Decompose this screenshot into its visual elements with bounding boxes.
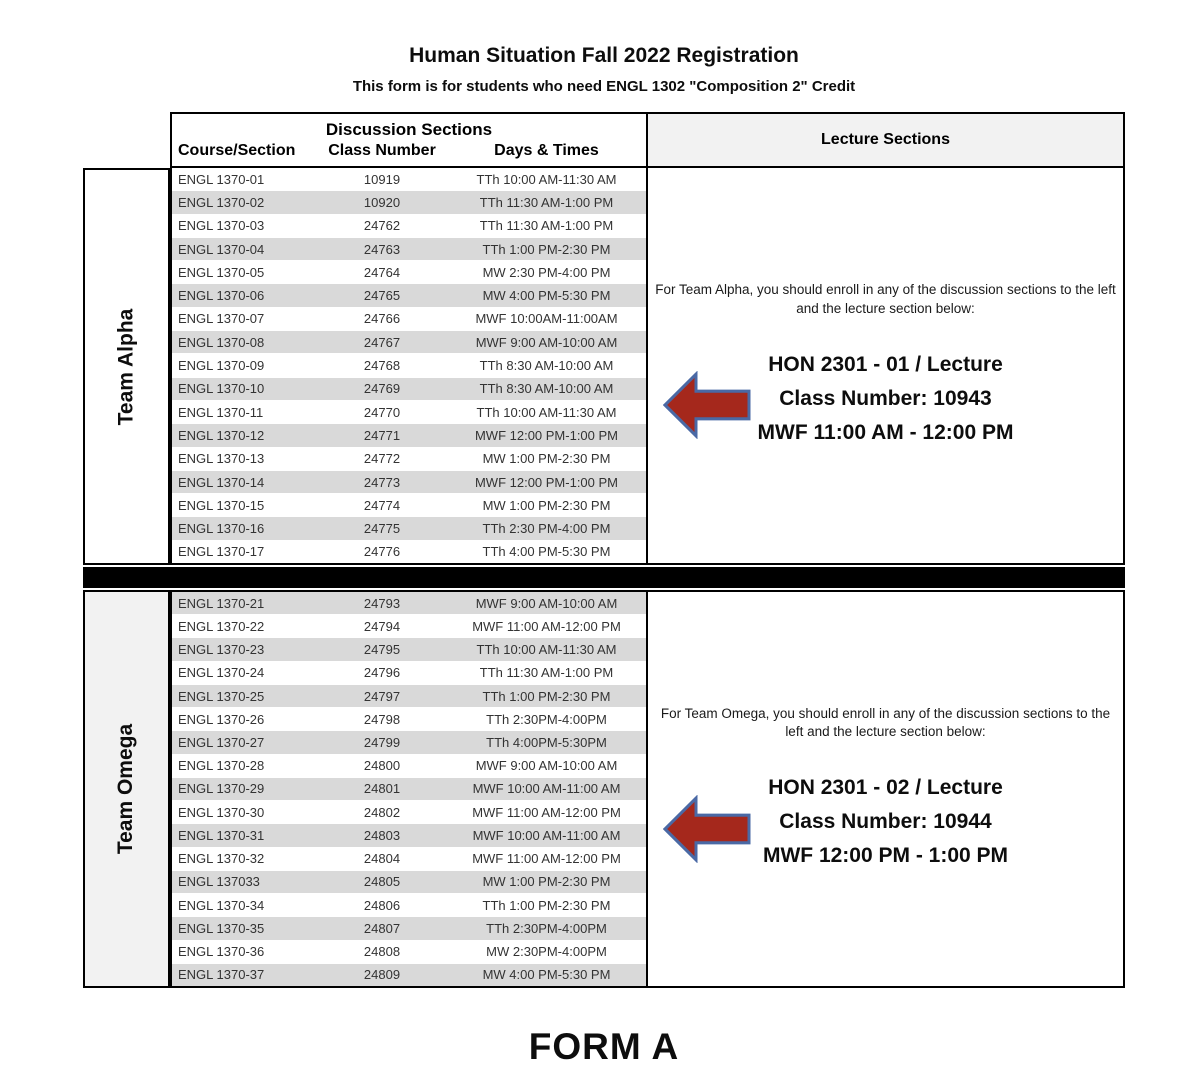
table-row (172, 848, 646, 871)
class-number-cell: 24803 (363, 827, 401, 843)
team-omega-lecture-time: MWF 12:00 PM - 1:00 PM (762, 844, 1009, 868)
days-times-cell: TTh 4:00PM-5:30PM (486, 735, 607, 751)
days-times-cell: TTh 4:00 PM-5:30 PM (482, 544, 611, 560)
table-row (172, 215, 646, 238)
table-header-row (83, 112, 1125, 168)
class-number-cell: 24798 (363, 711, 401, 727)
class-number-cell: 24805 (363, 874, 401, 890)
team-omega-lecture-cell (648, 590, 1125, 988)
table-row (172, 378, 646, 401)
column-header-course-section: Course/Section (178, 141, 296, 159)
class-number-cell: 24770 (363, 404, 401, 420)
class-number-cell: 24802 (363, 804, 401, 820)
class-number-cell: 24767 (363, 334, 401, 350)
course-cell: ENGL 1370-14 (178, 474, 265, 490)
class-number-cell: 24773 (363, 474, 401, 490)
course-cell: ENGL 1370-02 (178, 194, 265, 210)
days-times-cell: MW 1:00 PM-2:30 PM (482, 874, 611, 890)
table-row (172, 824, 646, 847)
left-arrow-icon (663, 371, 751, 439)
course-cell: ENGL 1370-27 (178, 735, 265, 751)
days-times-cell: MW 2:30 PM-4:00 PM (482, 264, 611, 280)
days-times-cell: TTh 10:00 AM-11:30 AM (476, 171, 617, 187)
days-times-cell: TTh 11:30 AM-1:00 PM (479, 194, 614, 210)
class-number-cell: 24772 (363, 451, 401, 467)
class-number-cell: 24795 (363, 642, 401, 658)
course-cell: ENGL 1370-09 (178, 358, 265, 374)
table-row (172, 471, 646, 494)
column-header-class-number: Class Number (328, 141, 436, 159)
days-times-cell: TTh 2:30PM-4:00PM (486, 920, 607, 936)
course-cell: ENGL 1370-30 (178, 804, 265, 820)
class-number-cell: 24766 (363, 311, 401, 327)
course-cell: ENGL 1370-04 (178, 241, 265, 257)
course-cell: ENGL 137033 (178, 874, 260, 890)
team-alpha-block (83, 168, 1125, 565)
class-number-cell: 24775 (363, 521, 401, 537)
days-times-cell: TTh 1:00 PM-2:30 PM (482, 688, 611, 704)
table-row (172, 894, 646, 917)
class-number-cell: 24771 (363, 427, 401, 443)
days-times-cell: MW 4:00 PM-5:30 PM (482, 967, 611, 983)
days-times-cell: MWF 9:00 AM-10:00 AM (475, 758, 618, 774)
class-number-cell: 24796 (363, 665, 401, 681)
course-cell: ENGL 1370-29 (178, 781, 265, 797)
class-number-cell: 24809 (363, 967, 401, 983)
days-times-cell: MWF 10:00 AM-11:00 AM (472, 781, 621, 797)
team-omega-label: Team Omega (114, 723, 138, 855)
table-divider-bar (83, 567, 1125, 588)
team-alpha-lecture-note: For Team Alpha, you should enroll in any of the discussion sections to the left and the lecture section below: (655, 282, 1116, 316)
table-row (172, 964, 646, 986)
class-number-cell: 24769 (363, 381, 401, 397)
table-row (172, 331, 646, 354)
days-times-cell: TTh 11:30 AM-1:00 PM (479, 665, 614, 681)
class-number-cell: 24804 (363, 851, 401, 867)
class-number-cell: 24801 (363, 781, 401, 797)
table-row (172, 424, 646, 447)
registration-table (83, 112, 1125, 988)
class-number-cell: 24762 (363, 218, 401, 234)
days-times-cell: MWF 10:00 AM-11:00 AM (472, 827, 621, 843)
class-number-cell: 24776 (363, 544, 401, 560)
table-row (172, 168, 646, 191)
team-omega-lecture-note: For Team Omega, you should enroll in any of the discussion sections to the left and the lecture section below: (660, 705, 1111, 739)
course-cell: ENGL 1370-10 (178, 381, 265, 397)
table-row (172, 238, 646, 261)
days-times-cell: MWF 9:00 AM-10:00 AM (475, 595, 618, 611)
course-cell: ENGL 1370-06 (178, 288, 265, 304)
team-alpha-discussion-rows (170, 168, 648, 565)
course-cell: ENGL 1370-24 (178, 665, 265, 681)
days-times-cell: MWF 11:00 AM-12:00 PM (472, 804, 621, 820)
table-row (172, 615, 646, 638)
table-row (172, 917, 646, 940)
class-number-cell: 24793 (363, 595, 401, 611)
table-row (172, 354, 646, 377)
class-number-cell: 10919 (363, 171, 401, 187)
table-row (172, 801, 646, 824)
team-omega-lecture-course: HON 2301 - 02 / Lecture (768, 776, 1003, 800)
class-number-cell: 24794 (363, 618, 401, 634)
course-cell: ENGL 1370-17 (178, 544, 265, 560)
discussion-column-headers (172, 140, 646, 163)
left-arrow-icon (663, 795, 751, 863)
course-cell: ENGL 1370-36 (178, 944, 265, 960)
days-times-cell: MWF 12:00 PM-1:00 PM (474, 474, 619, 490)
table-row (172, 308, 646, 331)
class-number-cell: 24806 (363, 897, 401, 913)
days-times-cell: MWF 12:00 PM-1:00 PM (474, 427, 619, 443)
course-cell: ENGL 1370-03 (178, 218, 265, 234)
days-times-cell: MW 1:00 PM-2:30 PM (482, 497, 611, 513)
course-cell: ENGL 1370-08 (178, 334, 265, 350)
course-cell: ENGL 1370-13 (178, 451, 265, 467)
team-omega-lecture-class-number: Class Number: 10944 (779, 810, 992, 834)
days-times-cell: MWF 11:00 AM-12:00 PM (472, 851, 621, 867)
table-row (172, 191, 646, 214)
team-alpha-label-cell (83, 168, 170, 565)
discussion-sections-title: Discussion Sections (325, 119, 493, 139)
course-cell: ENGL 1370-22 (178, 618, 265, 634)
discussion-sections-header (170, 112, 648, 168)
days-times-cell: MW 1:00 PM-2:30 PM (482, 451, 611, 467)
course-cell: ENGL 1370-11 (178, 404, 264, 420)
course-cell: ENGL 1370-01 (178, 171, 265, 187)
days-times-cell: MWF 9:00 AM-10:00 AM (475, 334, 618, 350)
days-times-cell: TTh 2:30PM-4:00PM (486, 711, 607, 727)
course-cell: ENGL 1370-16 (178, 521, 265, 537)
days-times-cell: TTh 11:30 AM-1:00 PM (479, 218, 614, 234)
course-cell: ENGL 1370-28 (178, 758, 265, 774)
team-alpha-lecture-cell (648, 168, 1125, 565)
team-alpha-label: Team Alpha (114, 308, 138, 425)
team-alpha-lecture-class-number: Class Number: 10943 (779, 386, 992, 410)
table-row (172, 778, 646, 801)
table-row (172, 494, 646, 517)
class-number-cell: 24763 (363, 241, 401, 257)
days-times-cell: MWF 10:00AM-11:00AM (475, 311, 618, 327)
form-label: FORM A (528, 1026, 680, 1067)
course-cell: ENGL 1370-15 (178, 497, 265, 513)
days-times-cell: MW 4:00 PM-5:30 PM (482, 288, 611, 304)
table-row (172, 401, 646, 424)
table-row (172, 284, 646, 307)
days-times-cell: TTh 8:30 AM-10:00 AM (479, 381, 614, 397)
class-number-cell: 24764 (363, 264, 401, 280)
class-number-cell: 10920 (363, 194, 401, 210)
team-omega-block (83, 590, 1125, 988)
team-omega-lecture-details (763, 771, 1008, 873)
page-subtitle: This form is for students who need ENGL 1302 "Composition 2" Credit (352, 78, 856, 95)
lecture-sections-header: Lecture Sections (648, 112, 1125, 168)
course-cell: ENGL 1370-25 (178, 688, 265, 704)
table-row (172, 592, 646, 615)
table-row (172, 941, 646, 964)
course-cell: ENGL 1370-12 (178, 427, 265, 443)
days-times-cell: TTh 2:30 PM-4:00 PM (482, 521, 611, 537)
course-cell: ENGL 1370-21 (178, 595, 265, 611)
table-row (172, 517, 646, 540)
class-number-cell: 24808 (363, 944, 401, 960)
column-header-days-times: Days & Times (494, 141, 599, 159)
days-times-cell: MW 2:30PM-4:00PM (486, 944, 607, 960)
class-number-cell: 24774 (363, 497, 401, 513)
table-row (172, 731, 646, 754)
team-alpha-lecture-course: HON 2301 - 01 / Lecture (768, 352, 1003, 376)
days-times-cell: TTh 10:00 AM-11:30 AM (476, 404, 617, 420)
team-omega-label-cell (83, 590, 170, 988)
class-number-cell: 24797 (363, 688, 401, 704)
table-row (172, 541, 646, 563)
table-row (172, 448, 646, 471)
course-cell: ENGL 1370-26 (178, 711, 265, 727)
table-row (172, 708, 646, 731)
days-times-cell: TTh 1:00 PM-2:30 PM (482, 897, 611, 913)
table-row (172, 755, 646, 778)
course-cell: ENGL 1370-37 (178, 967, 265, 983)
table-row (172, 261, 646, 284)
course-cell: ENGL 1370-23 (178, 642, 265, 658)
table-row (172, 662, 646, 685)
team-alpha-lecture-details (758, 348, 1014, 450)
page-title: Human Situation Fall 2022 Registration (409, 44, 799, 67)
team-omega-discussion-rows (170, 590, 648, 988)
class-number-cell: 24807 (363, 920, 401, 936)
class-number-cell: 24799 (363, 735, 401, 751)
course-cell: ENGL 1370-07 (178, 311, 265, 327)
class-number-cell: 24800 (363, 758, 401, 774)
days-times-cell: TTh 10:00 AM-11:30 AM (476, 642, 617, 658)
course-cell: ENGL 1370-32 (178, 851, 265, 867)
table-row (172, 685, 646, 708)
table-row (172, 638, 646, 661)
course-cell: ENGL 1370-05 (178, 264, 265, 280)
days-times-cell: TTh 1:00 PM-2:30 PM (482, 241, 611, 257)
team-alpha-lecture-time: MWF 11:00 AM - 12:00 PM (757, 420, 1014, 444)
days-times-cell: MWF 11:00 AM-12:00 PM (472, 618, 621, 634)
class-number-cell: 24765 (363, 288, 401, 304)
course-cell: ENGL 1370-31 (178, 827, 265, 843)
table-row (172, 871, 646, 894)
course-cell: ENGL 1370-34 (178, 897, 265, 913)
header-spacer (83, 112, 170, 168)
class-number-cell: 24768 (363, 358, 401, 374)
course-cell: ENGL 1370-35 (178, 920, 265, 936)
days-times-cell: TTh 8:30 AM-10:00 AM (479, 358, 614, 374)
